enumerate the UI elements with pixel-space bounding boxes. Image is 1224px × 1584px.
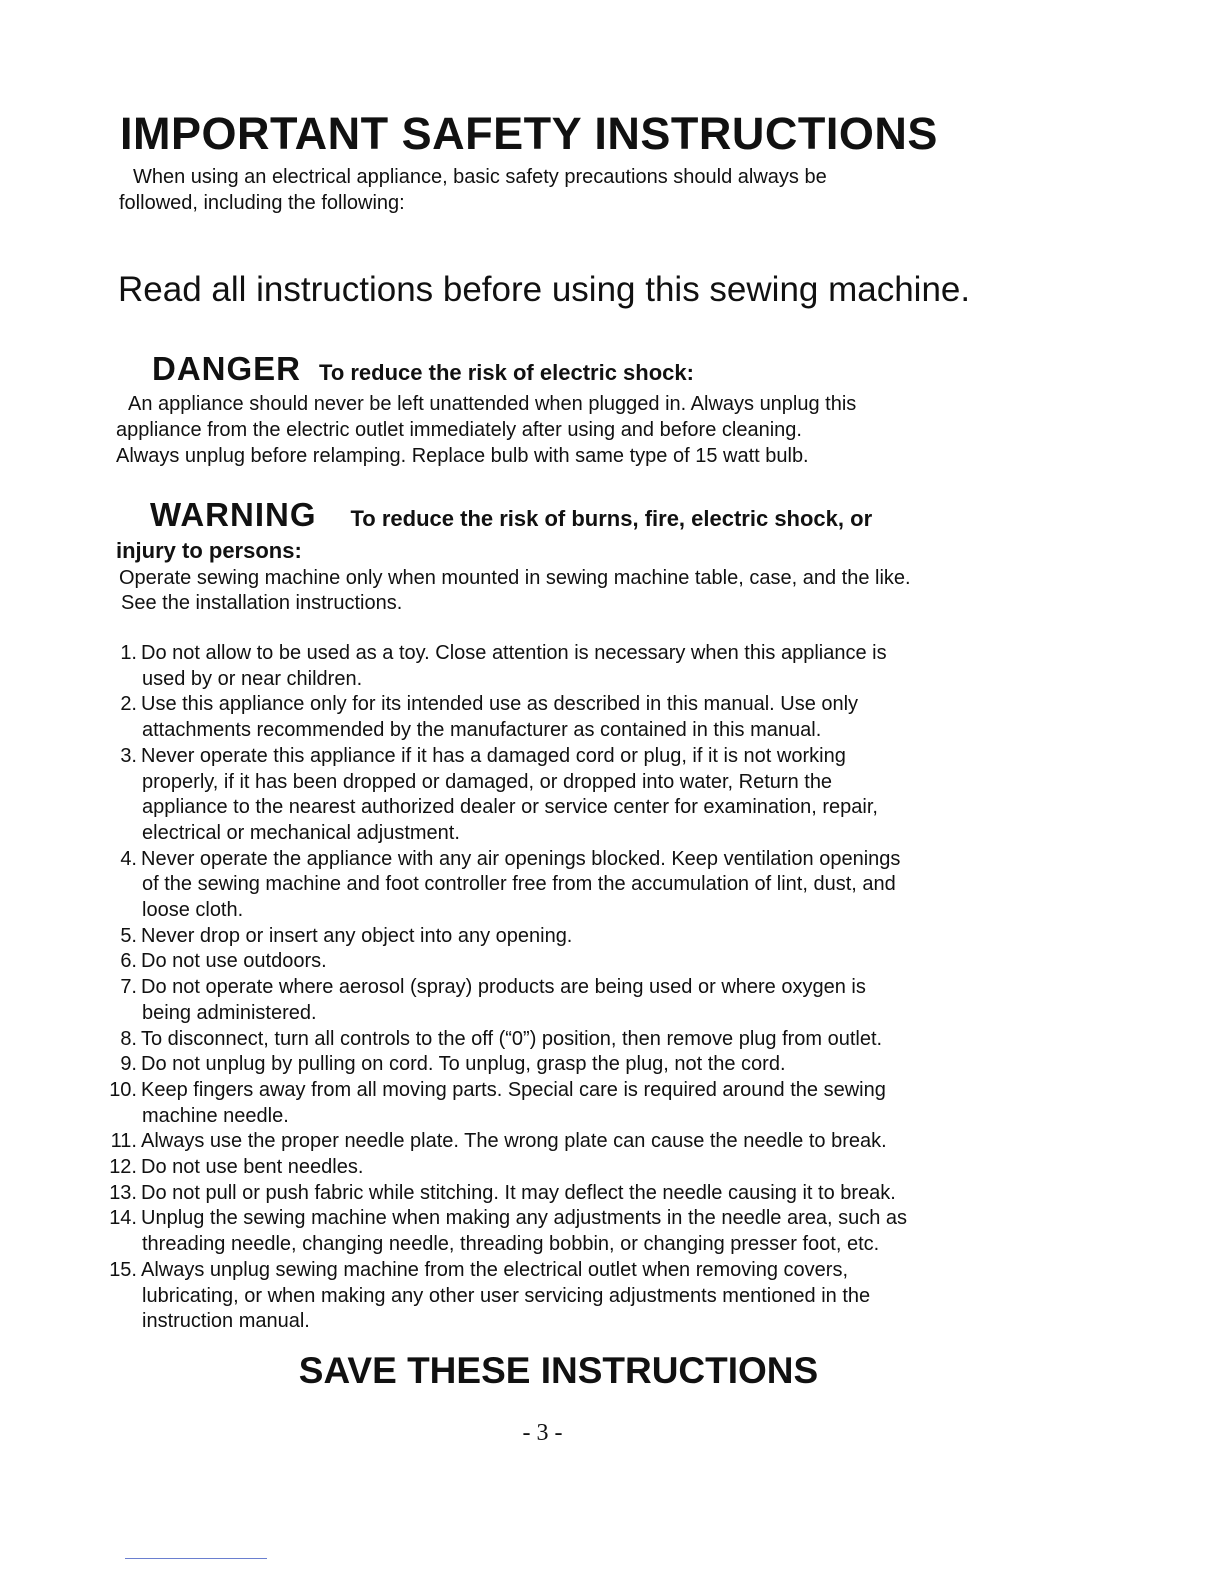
warning-line-2: See the installation instructions.: [121, 592, 403, 614]
list-item-number: 1.: [120, 642, 137, 664]
danger-line-3: Always unplug before relamping. Replace bulb with same type of 15 watt bulb.: [116, 445, 809, 467]
list-item: [100, 1181, 1000, 1207]
warning-text: [119, 566, 1019, 616]
list-item-text: [137, 975, 1000, 1026]
list-item-line: Always unplug sewing machine from the electrical outlet when removing covers,: [141, 1258, 849, 1281]
safety-rules-list: [100, 641, 1000, 1335]
list-item-text: [137, 692, 1000, 743]
danger-line-2: appliance from the electric outlet immediately after using and before cleaning.: [116, 419, 802, 441]
list-item-line: Do not pull or push fabric while stitching. It may deflect the needle causing it to break.: [141, 1181, 896, 1204]
list-item: [100, 924, 1000, 950]
warning-keyword: WARNING: [150, 496, 317, 533]
list-item-line: Do not operate where aerosol (spray) products are being used or where oxygen is: [141, 976, 866, 999]
list-item-text: [137, 924, 1000, 950]
list-item-line: Unplug the sewing machine when making any adjustments in the needle area, such as: [141, 1207, 908, 1230]
intro-text: [119, 164, 999, 216]
warning-subtitle-continued: injury to persons:: [116, 538, 302, 563]
list-item-line: Do not use outdoors.: [141, 950, 327, 973]
save-instructions-heading: SAVE THESE INSTRUCTIONS: [298, 1350, 819, 1391]
read-all-heading: Read all instructions before using this sewing machine.: [118, 270, 971, 309]
warning-line-1: Operate sewing machine only when mounted in sewing machine table, case, and the like.: [119, 567, 911, 589]
list-item-line: appliance to the nearest authorized dealer or service center for examination, repair,: [142, 796, 878, 819]
list-item-line: Use this appliance only for its intended use as described in this manual. Use only: [141, 693, 859, 716]
list-item-text: [137, 847, 1000, 924]
list-item-number: 12.: [109, 1156, 137, 1179]
list-item-line: Never operate the appliance with any air openings blocked. Keep ventilation openings: [141, 847, 901, 870]
danger-heading: [152, 350, 694, 388]
warning-heading: [150, 496, 872, 534]
list-item-text: [137, 1258, 1000, 1335]
list-item-line: Do not use bent needles.: [141, 1156, 364, 1179]
list-item: [100, 1052, 1000, 1078]
list-item-line: being administered.: [142, 1001, 317, 1024]
list-item: [100, 1027, 1000, 1053]
list-item-text: [137, 1027, 1000, 1053]
list-item: [100, 1078, 1000, 1129]
list-item: [100, 692, 1000, 743]
page-title: IMPORTANT SAFETY INSTRUCTIONS: [120, 108, 938, 159]
footer-divider: [125, 1558, 267, 1559]
list-item-number: 8.: [120, 1027, 137, 1050]
list-item-text: [137, 1129, 1000, 1155]
list-item-text: [137, 949, 1000, 975]
list-item-number: 13.: [109, 1181, 137, 1204]
list-item-text: [137, 1155, 1000, 1181]
list-item-line: lubricating, or when making any other user servicing adjustments mentioned in the: [142, 1284, 871, 1307]
list-item-text: [137, 1181, 1000, 1207]
list-item-line: loose cloth.: [142, 899, 244, 922]
list-item-line: threading needle, changing needle, threading bobbin, or changing presser foot, etc.: [142, 1233, 880, 1256]
list-item-line: Do not allow to be used as a toy. Close attention is necessary when this appliance is: [141, 642, 887, 664]
list-item-number: 14.: [109, 1207, 137, 1230]
list-item-line: Always use the proper needle plate. The wrong plate can cause the needle to break.: [141, 1130, 887, 1153]
list-item-line: properly, if it has been dropped or damaged, or dropped into water, Return the: [142, 770, 833, 793]
list-item: [100, 847, 1000, 924]
list-item-number: 6.: [120, 950, 137, 973]
list-item: [100, 641, 1000, 692]
danger-text: [116, 391, 1016, 469]
list-item-number: 10.: [109, 1078, 137, 1101]
list-item: [100, 1155, 1000, 1181]
list-item: [100, 744, 1000, 847]
list-item: [100, 949, 1000, 975]
list-item-line: instruction manual.: [142, 1310, 310, 1333]
list-item-line: used by or near children.: [142, 667, 363, 690]
list-item-line: Keep fingers away from all moving parts. Special care is required around the sewing: [141, 1078, 886, 1101]
list-item-line: To disconnect, turn all controls to the off (“0”) position, then remove plug from outlet.: [141, 1027, 883, 1050]
list-item-line: Never drop or insert any object into any opening.: [141, 924, 573, 947]
list-item-text: [137, 1206, 1000, 1257]
list-item-number: 2.: [120, 693, 137, 716]
list-item: [100, 1129, 1000, 1155]
list-item-number: 7.: [120, 976, 137, 999]
list-item-number: 9.: [120, 1053, 137, 1076]
list-item-line: of the sewing machine and foot controller free from the accumulation of lint, dust, and: [142, 873, 896, 896]
list-item-text: [137, 744, 1000, 847]
list-item-number: 11.: [110, 1130, 137, 1153]
danger-subtitle: To reduce the risk of electric shock:: [319, 360, 694, 385]
list-item-text: [137, 1078, 1000, 1129]
list-item-line: machine needle.: [142, 1104, 289, 1127]
list-item-line: electrical or mechanical adjustment.: [142, 821, 460, 844]
danger-keyword: DANGER: [152, 350, 302, 387]
list-item-number: 15.: [109, 1258, 137, 1281]
list-item-text: [137, 1052, 1000, 1078]
list-item-number: 5.: [120, 924, 137, 947]
intro-line-1: When using an electrical appliance, basic safety precautions should always be: [133, 166, 827, 188]
list-item: [100, 975, 1000, 1026]
list-item-line: Never operate this appliance if it has a damaged cord or plug, if it is not working: [141, 744, 846, 767]
list-item-text: [137, 641, 1000, 692]
danger-line-1: An appliance should never be left unattended when plugged in. Always unplug this: [128, 393, 857, 415]
list-item: [100, 1258, 1000, 1335]
list-item-line: Do not unplug by pulling on cord. To unplug, grasp the plug, not the cord.: [141, 1053, 786, 1076]
warning-subtitle: To reduce the risk of burns, fire, electric shock, or: [350, 506, 873, 531]
list-item-line: attachments recommended by the manufacturer as contained in this manual.: [142, 719, 822, 742]
list-item: [100, 1206, 1000, 1257]
list-item-number: 3.: [120, 744, 137, 767]
page-number: - 3 -: [522, 1420, 563, 1446]
intro-line-2: followed, including the following:: [119, 192, 405, 214]
list-item-number: 4.: [120, 847, 137, 870]
